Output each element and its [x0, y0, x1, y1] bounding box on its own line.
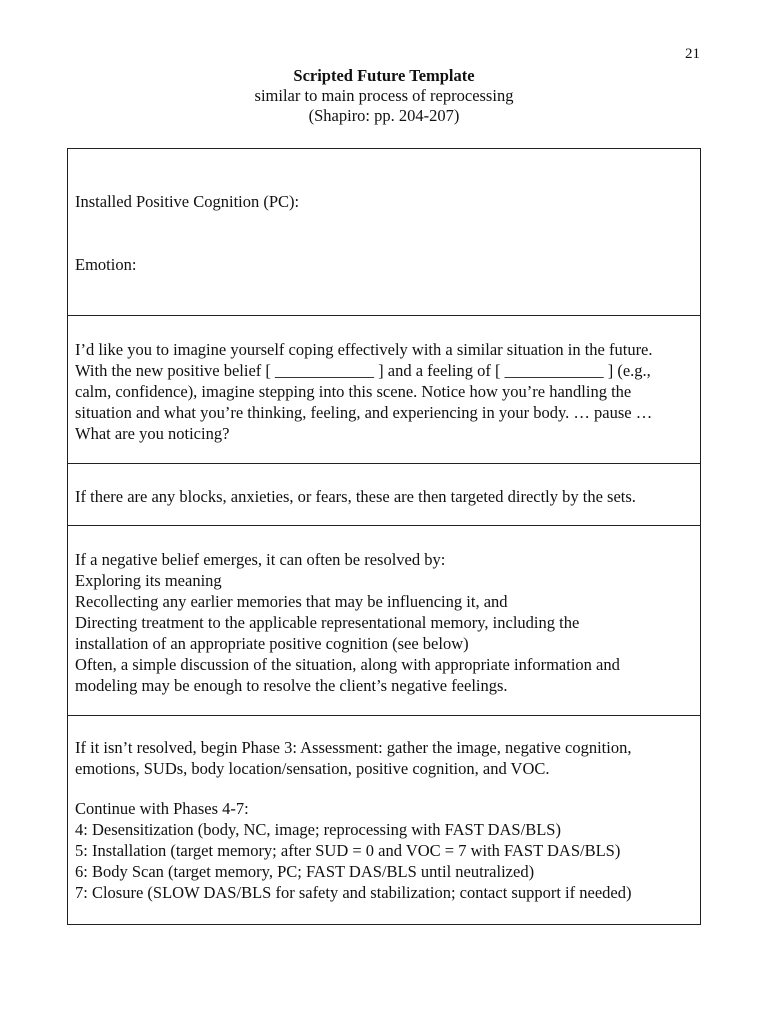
phase-item: 7: Closure (SLOW DAS/BLS for safety and stabilization; contact support if needed)	[75, 883, 632, 902]
phase-item: 5: Installation (target memory; after SUD = 0 and VOC = 7 with FAST DAS/BLS)	[75, 841, 621, 860]
page-number: 21	[685, 46, 700, 62]
negative-line: Exploring its meaning	[75, 571, 222, 590]
imagine-line: What are you noticing?	[75, 424, 230, 443]
negative-line: Often, a simple discussion of the situation, along with appropriate information and	[75, 655, 620, 674]
resolve-intro-line: If it isn’t resolved, begin Phase 3: Assessment: gather the image, negative cognition,	[75, 738, 632, 757]
document-title: Scripted Future Template	[293, 66, 475, 85]
phase-item: 6: Body Scan (target memory, PC; FAST DAS/BLS until neutralized)	[75, 862, 535, 881]
imagine-future-row	[68, 316, 700, 464]
negative-belief-row	[68, 526, 700, 716]
positive-cognition-label: Installed Positive Cognition (PC):	[75, 192, 300, 211]
negative-line: installation of an appropriate positive cognition (see below)	[75, 634, 469, 653]
negative-line: Directing treatment to the applicable representational memory, including the	[75, 613, 580, 632]
negative-line: Recollecting any earlier memories that may be influencing it, and	[75, 592, 508, 611]
document-header	[0, 66, 768, 126]
paragraph-spacer	[75, 779, 692, 798]
phase-item: 4: Desensitization (body, NC, image; reprocessing with FAST DAS/BLS)	[75, 820, 561, 839]
positive-cognition-row	[68, 149, 700, 316]
blocks-text: If there are any blocks, anxieties, or fears, these are then targeted directly by the sets.	[75, 487, 636, 506]
phases-heading: Continue with Phases 4-7:	[75, 799, 249, 818]
template-table	[67, 148, 701, 925]
blocks-row	[68, 464, 700, 526]
negative-line: modeling may be enough to resolve the client’s negative feelings.	[75, 676, 508, 695]
negative-line: If a negative belief emerges, it can often be resolved by:	[75, 550, 446, 569]
imagine-line: I’d like you to imagine yourself coping effectively with a similar situation in the future.	[75, 340, 653, 359]
resolve-intro-line: emotions, SUDs, body location/sensation, positive cognition, and VOC.	[75, 759, 550, 778]
document-subtitle: similar to main process of reprocessing	[254, 86, 514, 105]
imagine-line: situation and what you’re thinking, feeling, and experiencing in your body. … pause …	[75, 403, 653, 422]
document-reference: (Shapiro: pp. 204-207)	[308, 106, 460, 125]
imagine-line: calm, confidence), imagine stepping into this scene. Notice how you’re handling the	[75, 382, 632, 401]
emotion-label: Emotion:	[75, 255, 137, 274]
imagine-line: With the new positive belief [ ____________ ] and a feeling of [ ____________ ] (e.g.,	[75, 361, 651, 380]
resolution-row	[68, 716, 700, 924]
